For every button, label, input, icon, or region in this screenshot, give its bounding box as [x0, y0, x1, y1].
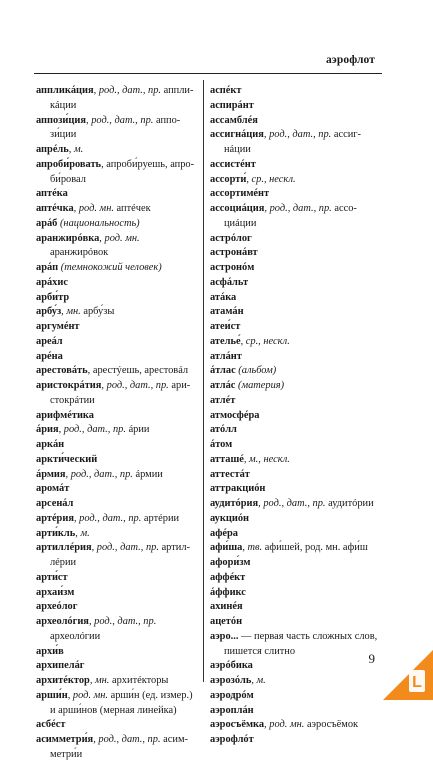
dictionary-entry: [210, 350, 380, 365]
entry-grammar-note: , род., дат., пр.: [91, 542, 159, 554]
dictionary-entry: [36, 541, 196, 571]
entry-headword: артéрия: [36, 512, 74, 524]
entry-forms: аудитóрии: [325, 498, 374, 509]
dictionary-entry: [36, 438, 196, 453]
dictionary-entry: [36, 527, 196, 542]
entry-headword: ассигнáция: [210, 129, 264, 141]
entry-headword: ассамблéя: [210, 114, 258, 126]
entry-grammar-note: , род., дат., пр.: [264, 203, 332, 214]
entry-headword: асфáльт: [210, 276, 249, 288]
entry-headword: асимметри́я: [36, 734, 94, 745]
dictionary-entry: [210, 423, 380, 438]
entry-grammar-note: , мн.: [89, 675, 110, 686]
dictionary-entry: [210, 128, 380, 158]
entry-headword: арáб: [36, 217, 58, 229]
entry-grammar-note: , род., дат., пр.: [58, 424, 126, 436]
entry-forms: архитéкторы: [109, 675, 169, 686]
dictionary-entry: [210, 276, 380, 291]
entry-forms: аппликáции: [50, 85, 194, 111]
dictionary-entry: [210, 409, 380, 424]
entry-grammar-note: , мн.: [61, 306, 81, 318]
entry-grammar-note: (материя): [235, 380, 285, 391]
dictionary-entry: [210, 335, 380, 350]
entry-grammar-note: , род. мн.: [264, 719, 305, 731]
entry-headword: áрия: [36, 424, 59, 436]
dictionary-entry: [210, 158, 380, 173]
dictionary-entry: [36, 718, 196, 733]
header-rule: [34, 73, 382, 74]
dictionary-entry: [210, 600, 380, 615]
dictionary-entry: [210, 232, 380, 247]
dictionary-entry: [36, 512, 196, 527]
entry-forms: артéрии: [141, 512, 180, 524]
entry-headword: афéра: [210, 527, 238, 539]
entry-forms: арши́н (ед. измер.) и арши́нов (мерная линейка): [50, 689, 193, 716]
dictionary-entry: [36, 114, 196, 144]
entry-headword: аптéка: [36, 188, 68, 200]
entry-headword: áтлас: [210, 365, 236, 377]
entry-headword: аркти́ческий: [36, 453, 98, 465]
entry-forms: ассигнáции: [224, 129, 362, 155]
entry-grammar-note: (альбом): [235, 365, 277, 377]
dictionary-entry: [36, 615, 196, 645]
dictionary-entry: [36, 600, 196, 615]
entry-headword: астрóлог: [210, 232, 252, 244]
dictionary-entry: [36, 379, 196, 409]
dictionary-entry: [210, 305, 380, 320]
dictionary-entry: [210, 84, 380, 99]
entry-headword: афи́ша: [210, 542, 243, 554]
entry-forms: арбу́зы: [80, 306, 115, 318]
entry-headword: археолóгия: [36, 616, 89, 627]
logo-triangle: [383, 650, 433, 700]
dictionary-entry: [36, 689, 196, 719]
dictionary-entry: [36, 187, 196, 202]
dictionary-entry: [210, 733, 380, 748]
entry-headword: арти́ст: [36, 571, 68, 583]
dictionary-entry: [36, 84, 196, 114]
entry-headword: аркáн: [36, 439, 65, 450]
dictionary-entry: [36, 350, 196, 365]
entry-headword: апроби́ровать: [36, 158, 102, 170]
logo-letter: L: [412, 674, 422, 691]
dictionary-entry: [210, 556, 380, 571]
entry-headword: ахинéя: [210, 601, 243, 613]
entry-grammar-note: , род. мн.: [99, 232, 140, 244]
entry-headword: афори́зм: [210, 557, 251, 568]
entry-grammar-note: (темнокожий человек): [58, 262, 162, 273]
entry-headword: аэросъёмка: [210, 719, 265, 731]
entry-grammar-note: , ср., нескл.: [246, 173, 296, 185]
entry-headword: аппози́ция: [36, 114, 86, 126]
dictionary-entry: [210, 468, 380, 483]
entry-headword: атеи́ст: [210, 321, 241, 332]
entry-headword: аттракциóн: [210, 483, 266, 495]
entry-headword: арти́кль: [36, 527, 76, 539]
entry-headword: аптéчка: [36, 203, 74, 214]
dictionary-entry: [36, 202, 196, 217]
entry-headword: атмосфéра: [210, 409, 260, 421]
dictionary-entry: [210, 379, 380, 394]
dictionary-entry: [36, 276, 196, 291]
entry-headword: архи́в: [36, 645, 64, 657]
entry-forms: аэросъёмок: [304, 719, 359, 731]
dictionary-entry: [36, 305, 196, 320]
entry-forms: афи́шей, род. мн. афи́ш: [262, 542, 368, 554]
entry-headword: артиллéрия: [36, 542, 92, 554]
dictionary-entry: [36, 482, 196, 497]
dictionary-entry: [36, 497, 196, 512]
entry-forms: аранжирóвок: [50, 247, 109, 259]
entry-headword: ацетóн: [210, 616, 243, 627]
entry-headword: архаи́зм: [36, 586, 75, 598]
entry-headword: архитéктор: [36, 675, 90, 686]
entry-grammar-note: , ср., нескл.: [240, 335, 290, 347]
entry-grammar-note: (национальность): [57, 217, 140, 229]
entry-grammar-note: , род., дат., пр.: [86, 114, 154, 126]
dictionary-entry: [36, 291, 196, 306]
entry-headword: архипелáг: [36, 660, 85, 672]
dictionary-entry: [36, 645, 196, 660]
dictionary-entry: [210, 114, 380, 129]
entry-forms: áрии: [125, 424, 150, 436]
dictionary-entry: [210, 202, 380, 232]
entry-headword: аппликáция: [36, 85, 94, 96]
dictionary-entry: [210, 320, 380, 335]
entry-headword: арифмéтика: [36, 409, 94, 421]
dictionary-entry: [36, 571, 196, 586]
dictionary-entry: [36, 261, 196, 276]
entry-headword: ассорти́: [210, 173, 247, 185]
entry-forms: , апроби́руешь, апроби́ровал: [50, 158, 195, 185]
entry-headword: аудитóрия: [210, 498, 259, 509]
entry-grammar-note: , м.: [75, 527, 90, 539]
dictionary-entry: [36, 158, 196, 188]
entry-headword: атлáнт: [210, 350, 242, 362]
entry-headword: арестовáть: [36, 365, 88, 377]
dictionary-entry: [210, 571, 380, 586]
publisher-logo-icon: [383, 650, 433, 700]
dictionary-entry: [36, 659, 196, 674]
dictionary-entry: [210, 99, 380, 114]
dictionary-entry: [210, 541, 380, 556]
entry-headword: аристокрáтия: [36, 380, 102, 391]
entry-grammar-note: , род., дат., пр.: [101, 380, 169, 391]
entry-forms: , арестýешь, арестовáл: [87, 365, 189, 377]
left-column: [36, 84, 196, 763]
dictionary-entry: [36, 453, 196, 468]
dictionary-entry: [36, 335, 196, 350]
entry-forms: археолóгии: [50, 630, 101, 642]
entry-grammar-note: , м.: [68, 144, 84, 155]
entry-headword: атамáн: [210, 306, 244, 318]
dictionary-entry: [210, 453, 380, 468]
dictionary-entry: [210, 674, 380, 689]
dictionary-entry: [36, 733, 196, 763]
entry-headword: аромáт: [36, 483, 70, 495]
right-column: [210, 84, 380, 748]
entry-forms: артиллéрии: [50, 542, 190, 568]
dictionary-entry: [210, 659, 380, 674]
dictionary-entry: [36, 232, 196, 262]
entry-forms: — первая часть сложных слов, пишется слитно: [224, 630, 378, 657]
dictionary-entry: [210, 364, 380, 379]
entry-headword: атташé: [210, 453, 244, 465]
entry-headword: ареáл: [36, 335, 63, 347]
dictionary-entry: [36, 674, 196, 689]
entry-grammar-note: , род. мн.: [73, 203, 114, 214]
entry-headword: археóлог: [36, 601, 78, 613]
entry-grammar-note: , род., дат., пр.: [93, 734, 161, 745]
entry-headword: аспéкт: [210, 85, 242, 96]
entry-headword: аэроплáн: [210, 704, 254, 716]
entry-forms: аристокрáтии: [50, 380, 191, 406]
entry-headword: атáка: [210, 291, 237, 303]
entry-headword: астронóм: [210, 262, 255, 273]
dictionary-entry: [210, 497, 380, 512]
column-divider: [203, 80, 204, 682]
dictionary-entry: [210, 291, 380, 306]
dictionary-entry: [36, 468, 196, 483]
dictionary-entry: [36, 143, 196, 158]
dictionary-entry: [36, 423, 196, 438]
entry-headword: ателье́: [210, 335, 241, 347]
dictionary-entry: [210, 246, 380, 261]
entry-headword: аэродрóм: [210, 689, 254, 701]
entry-headword: арбу́з: [36, 306, 62, 318]
entry-headword: арéна: [36, 350, 63, 362]
entry-forms: асимметри́и: [50, 734, 188, 760]
entry-headword: атóлл: [210, 424, 237, 436]
entry-headword: ассортимéнт: [210, 188, 270, 200]
entry-headword: аукциóн: [210, 512, 250, 524]
dictionary-entry: [210, 512, 380, 527]
entry-forms: ассоциáции: [224, 203, 357, 229]
entry-forms: аппози́ции: [50, 114, 181, 141]
guide-word: аэрофлот: [325, 54, 375, 66]
entry-headword: аспирáнт: [210, 99, 254, 111]
dictionary-entry: [210, 438, 380, 453]
entry-forms: áрмии: [132, 468, 163, 480]
entry-headword: арши́н: [36, 689, 68, 701]
entry-grammar-note: , род., дат., пр.: [65, 468, 133, 480]
dictionary-entry: [36, 320, 196, 335]
dictionary-entry: [210, 704, 380, 719]
entry-forms: аптéчек: [113, 203, 151, 214]
entry-headword: áффикс: [210, 586, 246, 598]
entry-headword: арсенáл: [36, 498, 74, 509]
dictionary-entry: [210, 261, 380, 276]
dictionary-entry: [36, 586, 196, 601]
entry-headword: аэрофлóт: [210, 734, 254, 745]
dictionary-entry: [210, 394, 380, 409]
entry-headword: арáп: [36, 262, 59, 273]
entry-headword: аэро...: [210, 630, 239, 642]
dictionary-entry: [210, 527, 380, 542]
entry-headword: асбéст: [36, 719, 66, 731]
entry-grammar-note: , род., дат., пр.: [93, 85, 162, 96]
entry-headword: аэрóбика: [210, 660, 253, 672]
dictionary-entry: [210, 615, 380, 630]
entry-headword: áрмия: [36, 468, 66, 480]
entry-headword: атлáс: [210, 380, 236, 391]
entry-headword: арби́тр: [36, 291, 70, 303]
entry-grammar-note: , род., дат., пр.: [88, 616, 157, 627]
entry-grammar-note: , род., дат., пр.: [263, 129, 332, 141]
entry-headword: астронáвт: [210, 247, 258, 259]
entry-grammar-note: , род., дат., пр.: [73, 512, 142, 524]
dictionary-entry: [210, 482, 380, 497]
entry-headword: аффéкт: [210, 571, 246, 583]
dictionary-entry: [210, 187, 380, 202]
dictionary-entry: [36, 217, 196, 232]
entry-headword: арáхис: [36, 276, 68, 288]
entry-headword: аргумéнт: [36, 321, 80, 332]
entry-headword: атлéт: [210, 394, 236, 406]
entry-headword: аттестáт: [210, 468, 250, 480]
dictionary-entry: [36, 409, 196, 424]
entry-headword: áтом: [210, 439, 233, 450]
dictionary-entry: [210, 630, 380, 660]
dictionary-entry: [210, 586, 380, 601]
entry-headword: аранжирóвка: [36, 232, 100, 244]
entry-grammar-note: , род. мн.: [67, 689, 109, 701]
dictionary-entry: [210, 173, 380, 188]
dictionary-entry: [36, 364, 196, 379]
entry-headword: апрéль: [36, 144, 69, 155]
page-number: 9: [368, 651, 375, 666]
entry-grammar-note: , м., нескл.: [243, 453, 290, 465]
entry-headword: аэрозóль: [210, 675, 252, 686]
dictionary-entry: [210, 718, 380, 733]
entry-headword: ассистéнт: [210, 158, 256, 170]
entry-grammar-note: , м.: [251, 675, 266, 686]
entry-headword: ассоциáция: [210, 203, 265, 214]
entry-grammar-note: , род., дат., пр.: [258, 498, 326, 509]
dictionary-entry: [210, 689, 380, 704]
entry-grammar-note: , тв.: [242, 542, 263, 554]
